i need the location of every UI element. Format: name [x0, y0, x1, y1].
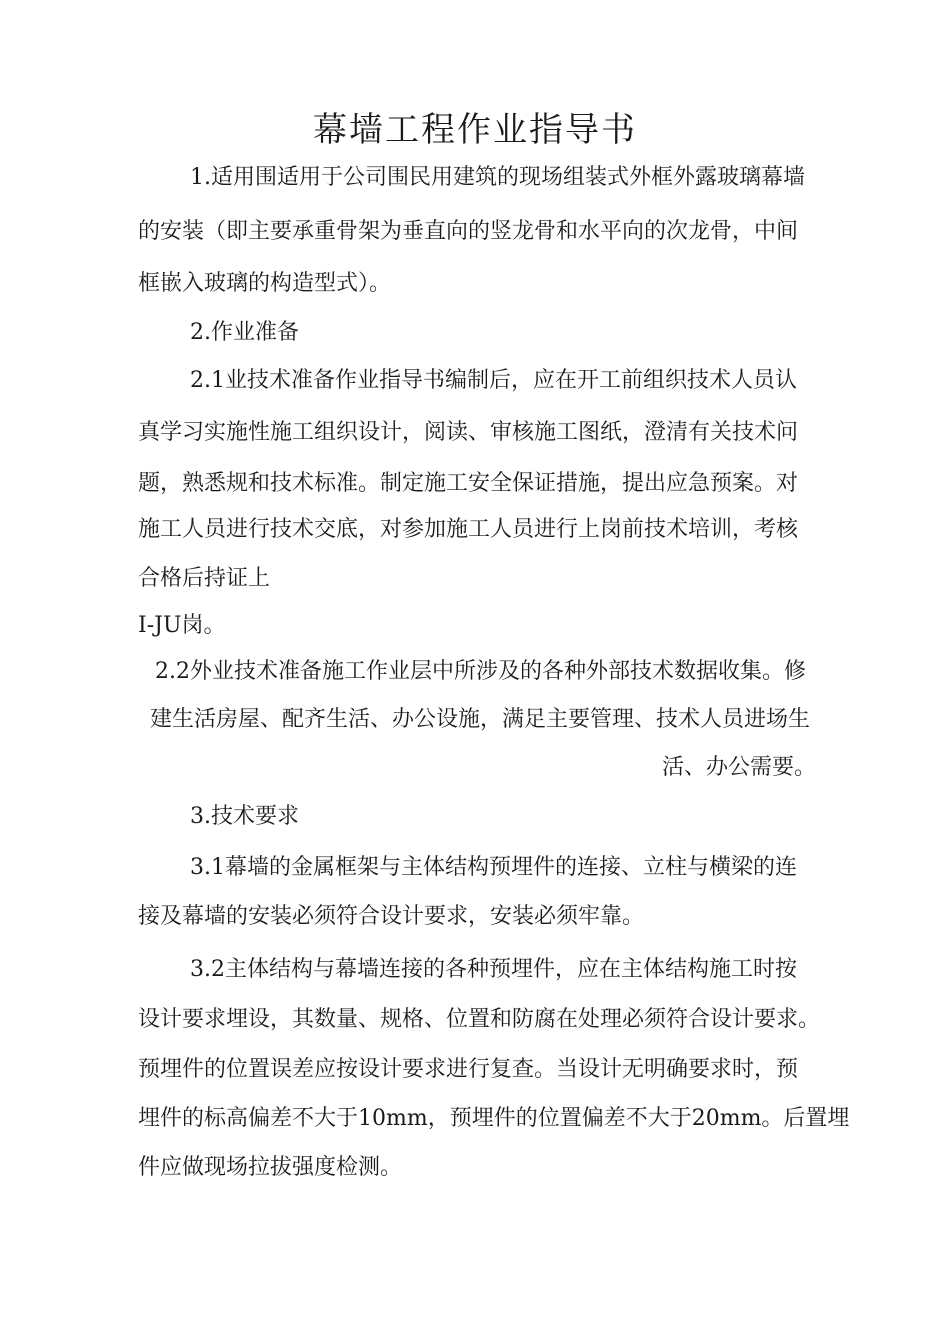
- paragraph-line: 框嵌入玻璃的构造型式）。: [138, 271, 392, 296]
- paragraph-line: 设计要求埋设，其数量、规格、位置和防腐在处理必须符合设计要求。: [138, 1007, 821, 1032]
- paragraph-line: 1.适用围适用于公司围民用建筑的现场组装式外框外露玻璃幕墙: [190, 165, 805, 190]
- paragraph-line: 合格后持证上: [138, 566, 271, 591]
- paragraph-line: 接及幕墙的安装必须符合设计要求，安装必须牢靠。: [138, 904, 645, 929]
- paragraph-line: 2.1业技术准备作业指导书编制后，应在开工前组织技术人员认: [190, 368, 797, 393]
- paragraph-line: 活、办公需要。: [662, 755, 817, 780]
- paragraph-line: 建生活房屋、配齐生活、办公设施，满足主要管理、技术人员进场生: [150, 707, 811, 732]
- paragraph-line: 埋件的标高偏差不大于10mm，预埋件的位置偏差不大于20mm。后置埋: [138, 1106, 850, 1131]
- paragraph-line: 件应做现场拉拔强度检测。: [138, 1155, 403, 1180]
- paragraph-line: 3.1幕墙的金属框架与主体结构预埋件的连接、立柱与横梁的连: [190, 855, 797, 880]
- paragraph-line: 真学习实施性施工组织设计，阅读、审核施工图纸，澄清有关技术问: [138, 420, 799, 445]
- paragraph-line: 预埋件的位置误差应按设计要求进行复查。当设计无明确要求时，预: [138, 1057, 799, 1082]
- paragraph-line: 2.2外业技术准备施工作业层中所涉及的各种外部技术数据收集。修: [155, 659, 806, 684]
- paragraph-line: 题，熟悉规和技术标准。制定施工安全保证措施，提出应急预案。对: [138, 471, 799, 496]
- section-heading: 3.技术要求: [190, 804, 299, 829]
- paragraph-line: I-JU岗。: [138, 613, 226, 638]
- section-heading: 2.作业准备: [190, 320, 299, 345]
- paragraph-line: 的安装（即主要承重骨架为垂直向的竖龙骨和水平向的次龙骨，中间: [138, 219, 799, 244]
- document-title: 幕墙工程作业指导书: [313, 110, 637, 150]
- paragraph-line: 3.2主体结构与幕墙连接的各种预埋件，应在主体结构施工时按: [190, 957, 797, 982]
- paragraph-line: 施工人员进行技术交底，对参加施工人员进行上岗前技术培训，考核: [138, 517, 799, 542]
